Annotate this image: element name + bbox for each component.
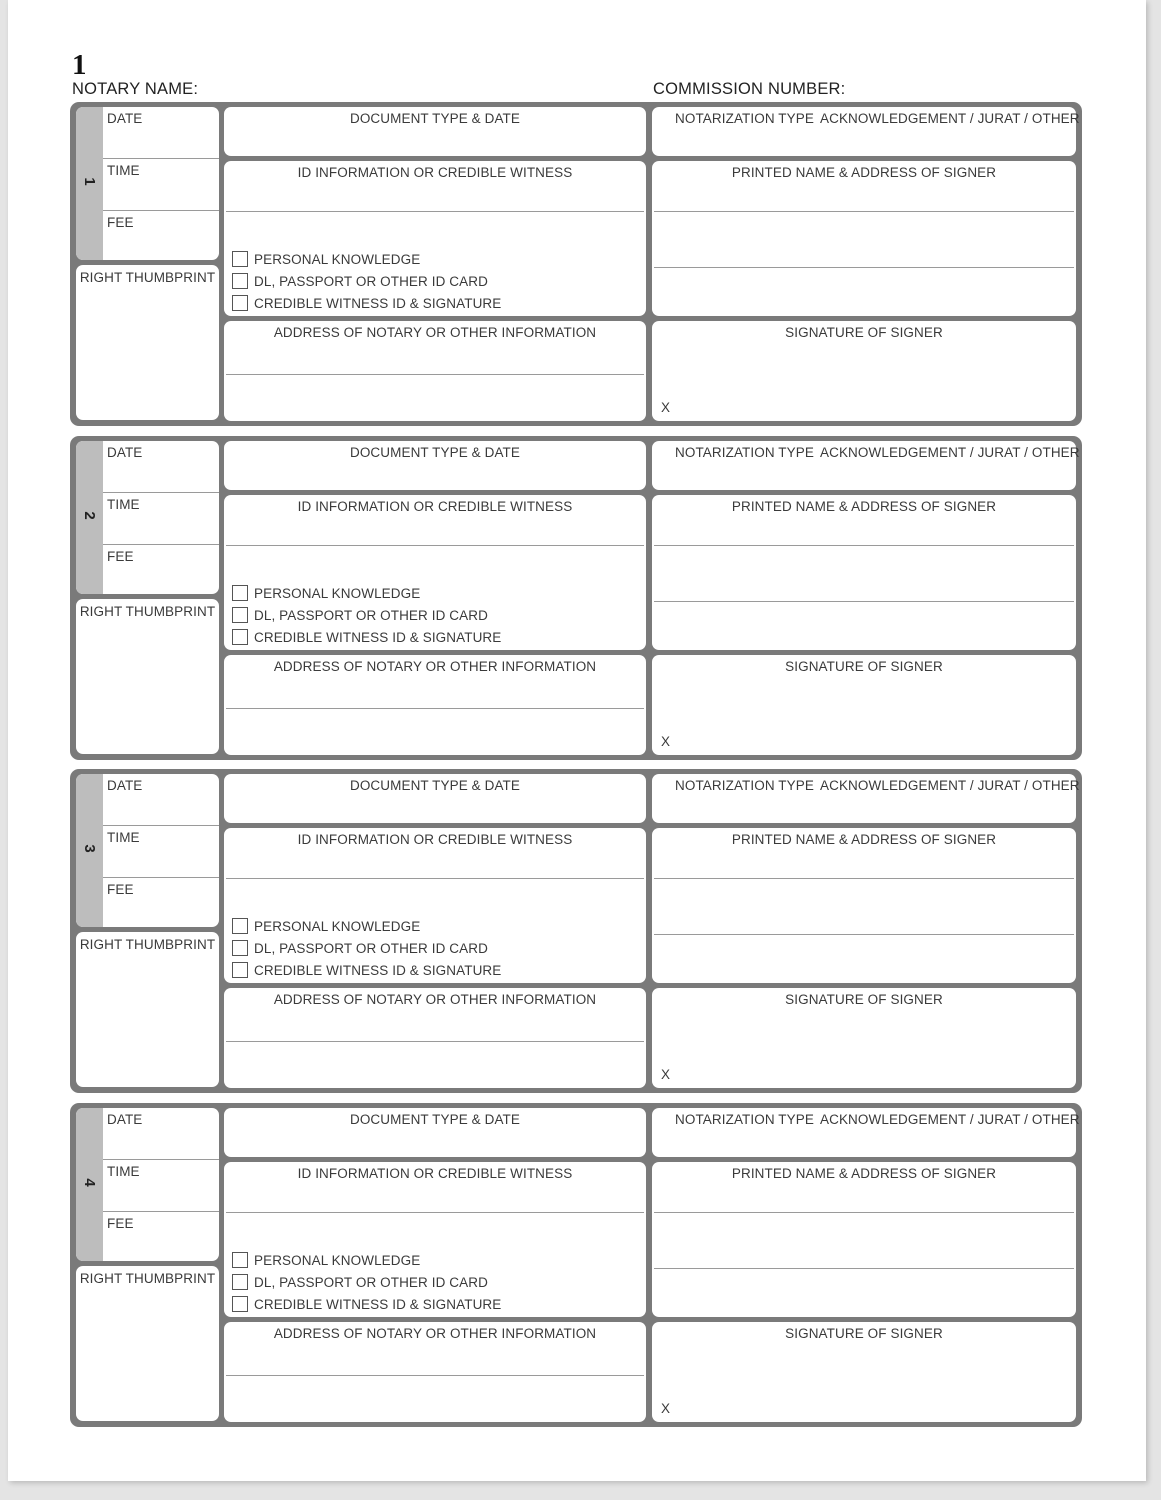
credible-witness-checkbox[interactable] xyxy=(232,962,248,978)
date-field[interactable] xyxy=(103,492,219,493)
id-information-box xyxy=(224,828,646,983)
id-information-field[interactable] xyxy=(226,545,644,546)
id-information-label: ID INFORMATION OR CREDIBLE WITNESS xyxy=(297,832,573,847)
signature-x-mark: X xyxy=(661,1401,671,1416)
address-line xyxy=(226,1041,644,1042)
id-information-field[interactable] xyxy=(226,878,644,879)
date-field[interactable] xyxy=(103,1159,219,1160)
date-label: DATE xyxy=(107,445,143,460)
notarization-type-box[interactable] xyxy=(652,1108,1080,1157)
document-type-date-label: DOCUMENT TYPE & DATE xyxy=(349,778,521,793)
dl-passport-checkbox[interactable] xyxy=(232,1274,248,1290)
personal-knowledge-checkbox[interactable] xyxy=(232,251,248,267)
id-information-label: ID INFORMATION OR CREDIBLE WITNESS xyxy=(297,499,573,514)
date-time-fee-box xyxy=(76,1108,219,1261)
time-field[interactable] xyxy=(103,1211,219,1212)
right-thumbprint-label: RIGHT THUMBPRINT xyxy=(79,270,216,285)
fee-label: FEE xyxy=(107,549,134,564)
entry-number: 3 xyxy=(81,844,98,853)
signature-of-signer-box[interactable] xyxy=(652,988,1076,1088)
personal-knowledge-label: PERSONAL KNOWLEDGE xyxy=(254,586,421,601)
printed-name-line xyxy=(654,1212,1074,1213)
address-of-notary-label: ADDRESS OF NOTARY OR OTHER INFORMATION xyxy=(273,992,597,1007)
credible-witness-label: CREDIBLE WITNESS ID & SIGNATURE xyxy=(254,296,502,311)
date-time-fee-box xyxy=(76,774,219,927)
date-time-fee-box xyxy=(76,441,219,594)
date-field[interactable] xyxy=(103,825,219,826)
time-field[interactable] xyxy=(103,877,219,878)
credible-witness-checkbox[interactable] xyxy=(232,1296,248,1312)
time-label: TIME xyxy=(107,1164,140,1179)
fee-label: FEE xyxy=(107,215,134,230)
personal-knowledge-checkbox[interactable] xyxy=(232,918,248,934)
right-thumbprint-box[interactable] xyxy=(76,265,219,420)
printed-name-address-box[interactable] xyxy=(652,828,1076,983)
address-of-notary-box[interactable] xyxy=(224,988,646,1088)
right-thumbprint-box[interactable] xyxy=(76,1266,219,1421)
entry-number: 2 xyxy=(81,511,98,520)
signature-x-mark: X xyxy=(661,400,671,415)
address-of-notary-box[interactable] xyxy=(224,1322,646,1422)
address-line xyxy=(654,934,1074,935)
id-information-field[interactable] xyxy=(226,1212,644,1213)
notarization-type-box[interactable] xyxy=(652,107,1080,156)
printed-name-address-label: PRINTED NAME & ADDRESS OF SIGNER xyxy=(731,1166,997,1181)
dl-passport-label: DL, PASSPORT OR OTHER ID CARD xyxy=(254,941,488,956)
credible-witness-checkbox[interactable] xyxy=(232,629,248,645)
printed-name-address-label: PRINTED NAME & ADDRESS OF SIGNER xyxy=(731,165,997,180)
notarization-type-box[interactable] xyxy=(652,774,1080,823)
printed-name-address-label: PRINTED NAME & ADDRESS OF SIGNER xyxy=(731,499,997,514)
dl-passport-checkbox[interactable] xyxy=(232,940,248,956)
signature-x-mark: X xyxy=(661,1067,671,1082)
date-field[interactable] xyxy=(103,158,219,159)
dl-passport-label: DL, PASSPORT OR OTHER ID CARD xyxy=(254,274,488,289)
journal-entry-4 xyxy=(70,1103,1082,1427)
signature-x-mark: X xyxy=(661,734,671,749)
journal-entry-3 xyxy=(70,769,1082,1093)
entry-number-tab xyxy=(76,774,103,927)
document-type-date-box[interactable] xyxy=(224,441,646,490)
id-information-box xyxy=(224,161,646,316)
id-information-box xyxy=(224,1162,646,1317)
right-thumbprint-label: RIGHT THUMBPRINT xyxy=(79,1271,216,1286)
address-of-notary-box[interactable] xyxy=(224,321,646,421)
id-information-box xyxy=(224,495,646,650)
signature-of-signer-box[interactable] xyxy=(652,1322,1076,1422)
signature-of-signer-label: SIGNATURE OF SIGNER xyxy=(785,992,943,1007)
address-line xyxy=(654,267,1074,268)
document-type-date-label: DOCUMENT TYPE & DATE xyxy=(349,111,521,126)
credible-witness-label: CREDIBLE WITNESS ID & SIGNATURE xyxy=(254,963,502,978)
notarization-type-label: NOTARIZATION TYPE xyxy=(675,778,814,793)
personal-knowledge-label: PERSONAL KNOWLEDGE xyxy=(254,1253,421,1268)
fee-label: FEE xyxy=(107,1216,134,1231)
document-type-date-box[interactable] xyxy=(224,774,646,823)
dl-passport-label: DL, PASSPORT OR OTHER ID CARD xyxy=(254,608,488,623)
notarization-options-label: ACKNOWLEDGEMENT / JURAT / OTHER xyxy=(820,445,1080,460)
journal-page xyxy=(8,0,1146,1481)
signature-of-signer-label: SIGNATURE OF SIGNER xyxy=(785,1326,943,1341)
credible-witness-checkbox[interactable] xyxy=(232,295,248,311)
signature-of-signer-label: SIGNATURE OF SIGNER xyxy=(785,325,943,340)
personal-knowledge-label: PERSONAL KNOWLEDGE xyxy=(254,919,421,934)
right-thumbprint-label: RIGHT THUMBPRINT xyxy=(79,937,216,952)
journal-entry-1 xyxy=(70,102,1082,426)
entry-number-tab xyxy=(76,1108,103,1261)
notarization-type-label: NOTARIZATION TYPE xyxy=(675,111,814,126)
dl-passport-label: DL, PASSPORT OR OTHER ID CARD xyxy=(254,1275,488,1290)
right-thumbprint-box[interactable] xyxy=(76,599,219,754)
date-label: DATE xyxy=(107,778,143,793)
signature-of-signer-box[interactable] xyxy=(652,321,1076,421)
id-information-label: ID INFORMATION OR CREDIBLE WITNESS xyxy=(297,1166,573,1181)
personal-knowledge-label: PERSONAL KNOWLEDGE xyxy=(254,252,421,267)
credible-witness-label: CREDIBLE WITNESS ID & SIGNATURE xyxy=(254,630,502,645)
entry-number-tab xyxy=(76,441,103,594)
personal-knowledge-checkbox[interactable] xyxy=(232,1252,248,1268)
time-field[interactable] xyxy=(103,544,219,545)
notarization-options-label: ACKNOWLEDGEMENT / JURAT / OTHER xyxy=(820,111,1080,126)
printed-name-address-box[interactable] xyxy=(652,1162,1076,1317)
entry-number: 1 xyxy=(81,177,98,186)
entry-number-tab xyxy=(76,107,103,260)
id-information-label: ID INFORMATION OR CREDIBLE WITNESS xyxy=(297,165,573,180)
date-label: DATE xyxy=(107,1112,143,1127)
fee-label: FEE xyxy=(107,882,134,897)
printed-name-line xyxy=(654,878,1074,879)
dl-passport-checkbox[interactable] xyxy=(232,273,248,289)
commission-number-label: COMMISSION NUMBER: xyxy=(653,80,846,98)
address-line xyxy=(654,1268,1074,1269)
time-label: TIME xyxy=(107,497,140,512)
document-type-date-box[interactable] xyxy=(224,1108,646,1157)
printed-name-line xyxy=(654,545,1074,546)
time-label: TIME xyxy=(107,830,140,845)
time-field[interactable] xyxy=(103,210,219,211)
right-thumbprint-label: RIGHT THUMBPRINT xyxy=(79,604,216,619)
address-line xyxy=(226,1375,644,1376)
entry-number: 4 xyxy=(81,1178,98,1187)
address-of-notary-label: ADDRESS OF NOTARY OR OTHER INFORMATION xyxy=(273,325,597,340)
signature-of-signer-label: SIGNATURE OF SIGNER xyxy=(785,659,943,674)
id-information-field[interactable] xyxy=(226,211,644,212)
signature-of-signer-box[interactable] xyxy=(652,655,1076,755)
address-line xyxy=(226,374,644,375)
document-type-date-box[interactable] xyxy=(224,107,646,156)
printed-name-address-box[interactable] xyxy=(652,495,1076,650)
personal-knowledge-checkbox[interactable] xyxy=(232,585,248,601)
address-line xyxy=(654,601,1074,602)
notarization-options-label: ACKNOWLEDGEMENT / JURAT / OTHER xyxy=(820,778,1080,793)
date-time-fee-box xyxy=(76,107,219,260)
printed-name-line xyxy=(654,211,1074,212)
notarization-type-label: NOTARIZATION TYPE xyxy=(675,445,814,460)
notarization-options-label: ACKNOWLEDGEMENT / JURAT / OTHER xyxy=(820,1112,1080,1127)
page-number: 1 xyxy=(72,49,87,81)
date-label: DATE xyxy=(107,111,143,126)
time-label: TIME xyxy=(107,163,140,178)
journal-entry-2 xyxy=(70,436,1082,760)
notarization-type-box[interactable] xyxy=(652,441,1080,490)
credible-witness-label: CREDIBLE WITNESS ID & SIGNATURE xyxy=(254,1297,502,1312)
right-thumbprint-box[interactable] xyxy=(76,932,219,1087)
document-type-date-label: DOCUMENT TYPE & DATE xyxy=(349,445,521,460)
dl-passport-checkbox[interactable] xyxy=(232,607,248,623)
document-type-date-label: DOCUMENT TYPE & DATE xyxy=(349,1112,521,1127)
notary-name-label: NOTARY NAME: xyxy=(72,80,199,98)
address-line xyxy=(226,708,644,709)
printed-name-address-label: PRINTED NAME & ADDRESS OF SIGNER xyxy=(731,832,997,847)
notarization-type-label: NOTARIZATION TYPE xyxy=(675,1112,814,1127)
address-of-notary-label: ADDRESS OF NOTARY OR OTHER INFORMATION xyxy=(273,659,597,674)
address-of-notary-label: ADDRESS OF NOTARY OR OTHER INFORMATION xyxy=(273,1326,597,1341)
address-of-notary-box[interactable] xyxy=(224,655,646,755)
printed-name-address-box[interactable] xyxy=(652,161,1076,316)
